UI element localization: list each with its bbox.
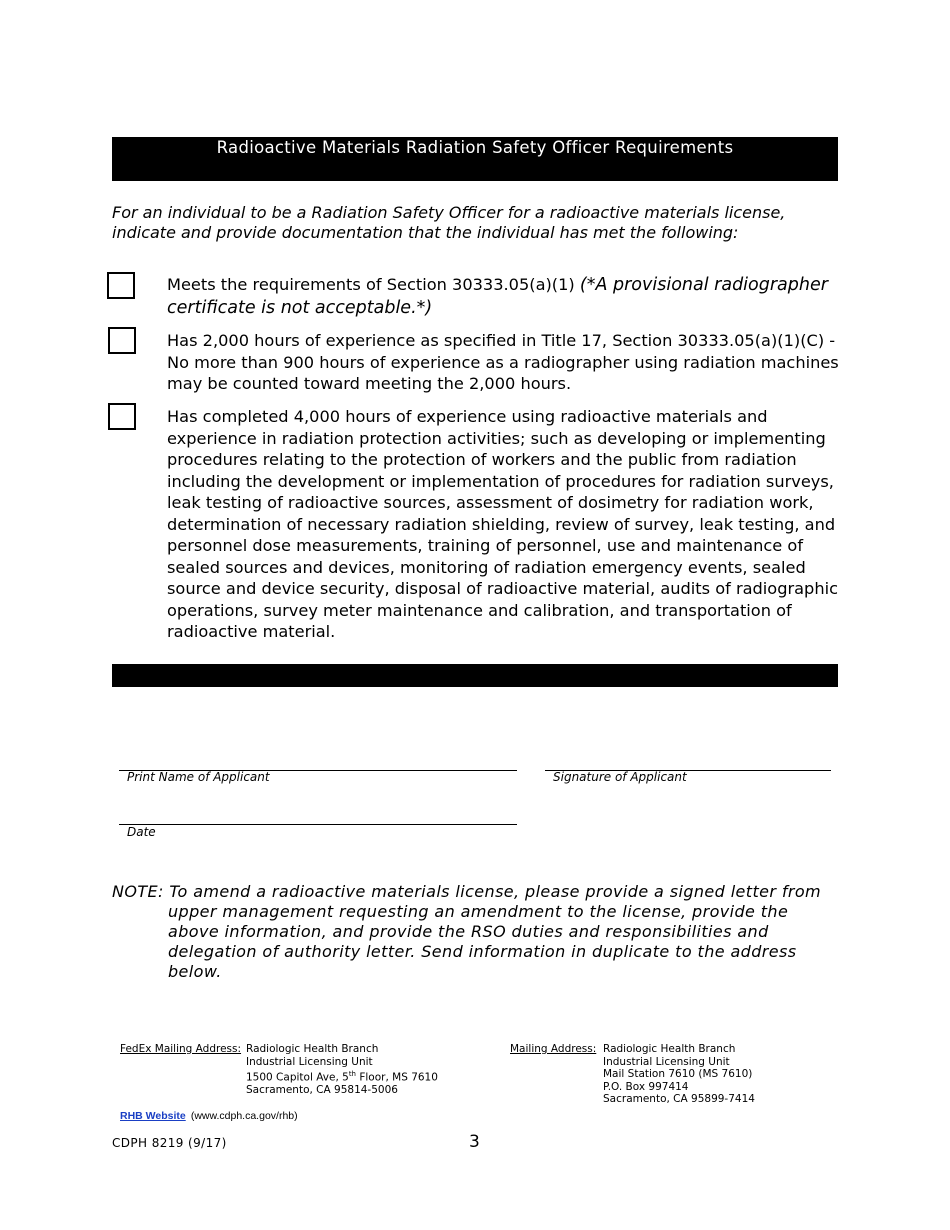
- requirement-1: [167, 274, 843, 319]
- website-row: [120, 1104, 298, 1123]
- rhb-website-url: (www.cdph.ca.gov/rhb): [190, 1110, 298, 1122]
- requirement-2: Has 2,000 hours of experience as specified in Title 17, Section 30333.05(a)(1)(C) - No more than 900 hours of experience as a radiographer using radiation machines may be counted toward meeting the 2,000 hours.: [167, 331, 839, 393]
- rhb-website-link[interactable]: RHB Website: [120, 1110, 186, 1122]
- requirement-3: Has completed 4,000 hours of experience using radioactive materials and experience in radiation protection activities; such as developing or implementing procedures relating to the protection of workers and the public from radiation including the development or implementation of procedures for radiation surveys, leak testing of radioactive sources, assessment of dosimetry for radiation work, determination of necessary radiation shielding, review of survey, leak testing, and personnel dose measurements, training of personnel, use and maintenance of sealed sources and devices, monitoring of radiation emergency events, sealed source and device security, disposal of radioactive material, audits of radiographic operations, survey meter maintenance and calibration, and transportation of radioactive material.: [167, 407, 838, 641]
- intro-text: For an individual to be a Radiation Safety Officer for a radioactive materials license, indicate and provide documentation that the individual has met the following:: [112, 203, 786, 242]
- fedex-address: [246, 1043, 438, 1097]
- requirement-1-emphasis: (*A provisional radiographer certificate is not acceptable.*): [167, 275, 828, 318]
- page-number: 3: [469, 1132, 480, 1152]
- form-code: CDPH 8219 (9/17): [112, 1136, 227, 1150]
- signature-label: Signature of Applicant: [553, 770, 687, 784]
- note-paragraph: [112, 882, 832, 982]
- fedex-line-3: 1500 Capitol Ave, 5th Floor, MS 7610: [246, 1070, 438, 1084]
- requirement-checkbox-1[interactable]: [107, 272, 135, 299]
- mailing-line-1: Radiologic Health Branch: [603, 1043, 736, 1055]
- section-divider-bar: [112, 664, 838, 687]
- mailing-line-2: Industrial Licensing Unit: [603, 1055, 730, 1068]
- title-bar: [112, 137, 838, 181]
- mailing-address: [603, 1043, 755, 1106]
- date-line[interactable]: [119, 824, 517, 825]
- note-lead: NOTE: To amend a radioactive materials license, please provide a signed letter from: [112, 882, 822, 901]
- fedex-line-4: Sacramento, CA 95814-5006: [246, 1084, 398, 1097]
- requirement-checkbox-2[interactable]: [108, 327, 136, 354]
- note-rest: upper management requesting an amendment to the license, provide the above information, and provide the RSO duties and responsibilities and delegation of authority letter. Send information in duplicate to the address below.: [168, 902, 797, 981]
- fedex-line-1: Radiologic Health Branch: [246, 1043, 379, 1055]
- mailing-line-5: Sacramento, CA 95899-7414: [603, 1093, 755, 1106]
- mailing-address-label: Mailing Address:: [510, 1043, 597, 1055]
- form-title: Radioactive Materials Radiation Safety Officer Requirements: [216, 138, 734, 157]
- requirement-checkbox-3[interactable]: [108, 403, 136, 430]
- mailing-line-4: P.O. Box 997414: [603, 1080, 689, 1093]
- print-name-label: Print Name of Applicant: [127, 770, 270, 784]
- mailing-line-3: Mail Station 7610 (MS 7610): [603, 1068, 753, 1081]
- requirement-1-text: Meets the requirements of Section 30333.05(a)(1): [167, 275, 580, 294]
- date-label: Date: [127, 825, 156, 839]
- fedex-address-label: FedEx Mailing Address:: [120, 1043, 242, 1055]
- fedex-line-2: Industrial Licensing Unit: [246, 1055, 373, 1068]
